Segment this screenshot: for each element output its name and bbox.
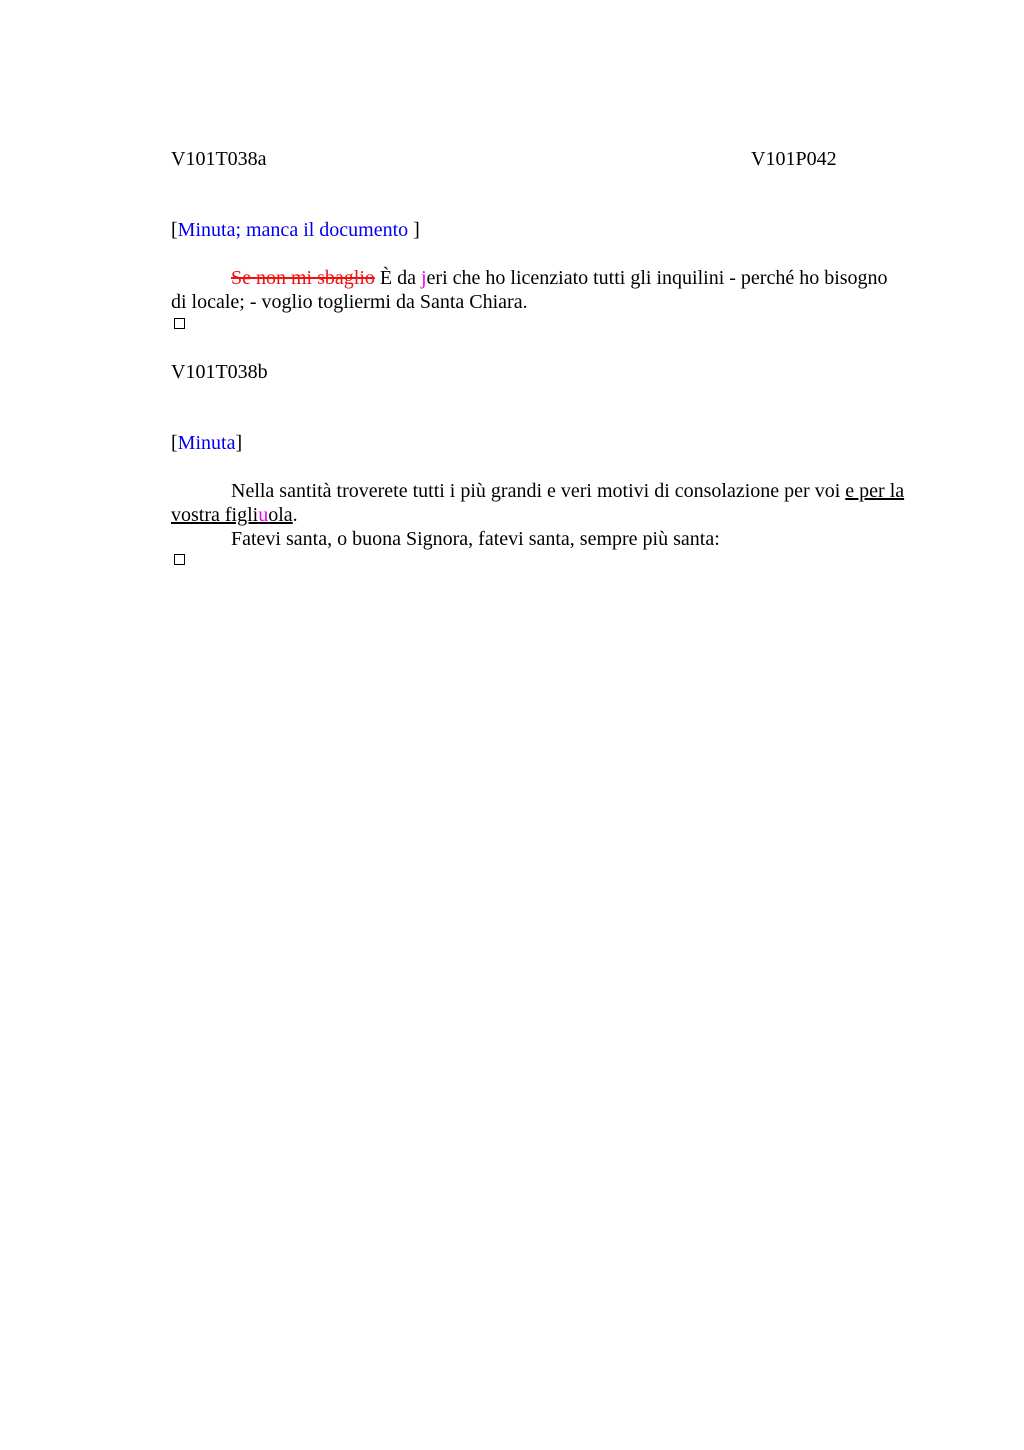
bracket-open: [ [171,219,178,241]
page-code: V101P042 [751,148,837,170]
paragraph-text: È da [374,267,421,289]
deleted-text: Se non mi sbaglio [231,267,375,289]
paragraph-text: Nella santità troverete tutti i più grandi e veri motivi di consolazione per voi [231,480,846,502]
editorial-note [171,218,420,242]
underlined-text [171,504,293,526]
paragraph-line [171,266,951,290]
bracket-close: ] [413,219,420,241]
underlined-part: vostra figli [171,504,259,526]
paragraph-line [171,479,951,503]
inserted-letter: u [258,504,269,526]
paragraph [171,479,951,551]
document-code: V101T038a [171,148,267,170]
underlined-text: e per la [845,480,905,502]
document-code: V101T038b [171,361,268,383]
editorial-note [171,431,242,455]
paragraph-line: Fatevi santa, o buona Signora, fatevi santa, sempre più santa: [231,528,720,550]
end-marker-box [174,554,185,565]
inserted-letter: j [420,267,427,289]
end-marker-box [174,318,185,329]
paragraph-line [171,503,951,527]
paragraph-text: eri che ho licenziato tutti gli inquilini - perché ho bisogno [426,267,888,289]
note-text: Minuta; manca il documento [177,219,414,241]
paragraph [171,266,951,314]
bracket-close: ] [235,432,243,454]
bracket-open: [ [171,432,178,454]
paragraph-line: di locale; - voglio togliermi da Santa Chiara. [171,291,528,313]
note-text: Minuta [177,432,236,454]
underlined-part: ola [268,504,293,526]
paragraph-text: . [292,504,298,526]
